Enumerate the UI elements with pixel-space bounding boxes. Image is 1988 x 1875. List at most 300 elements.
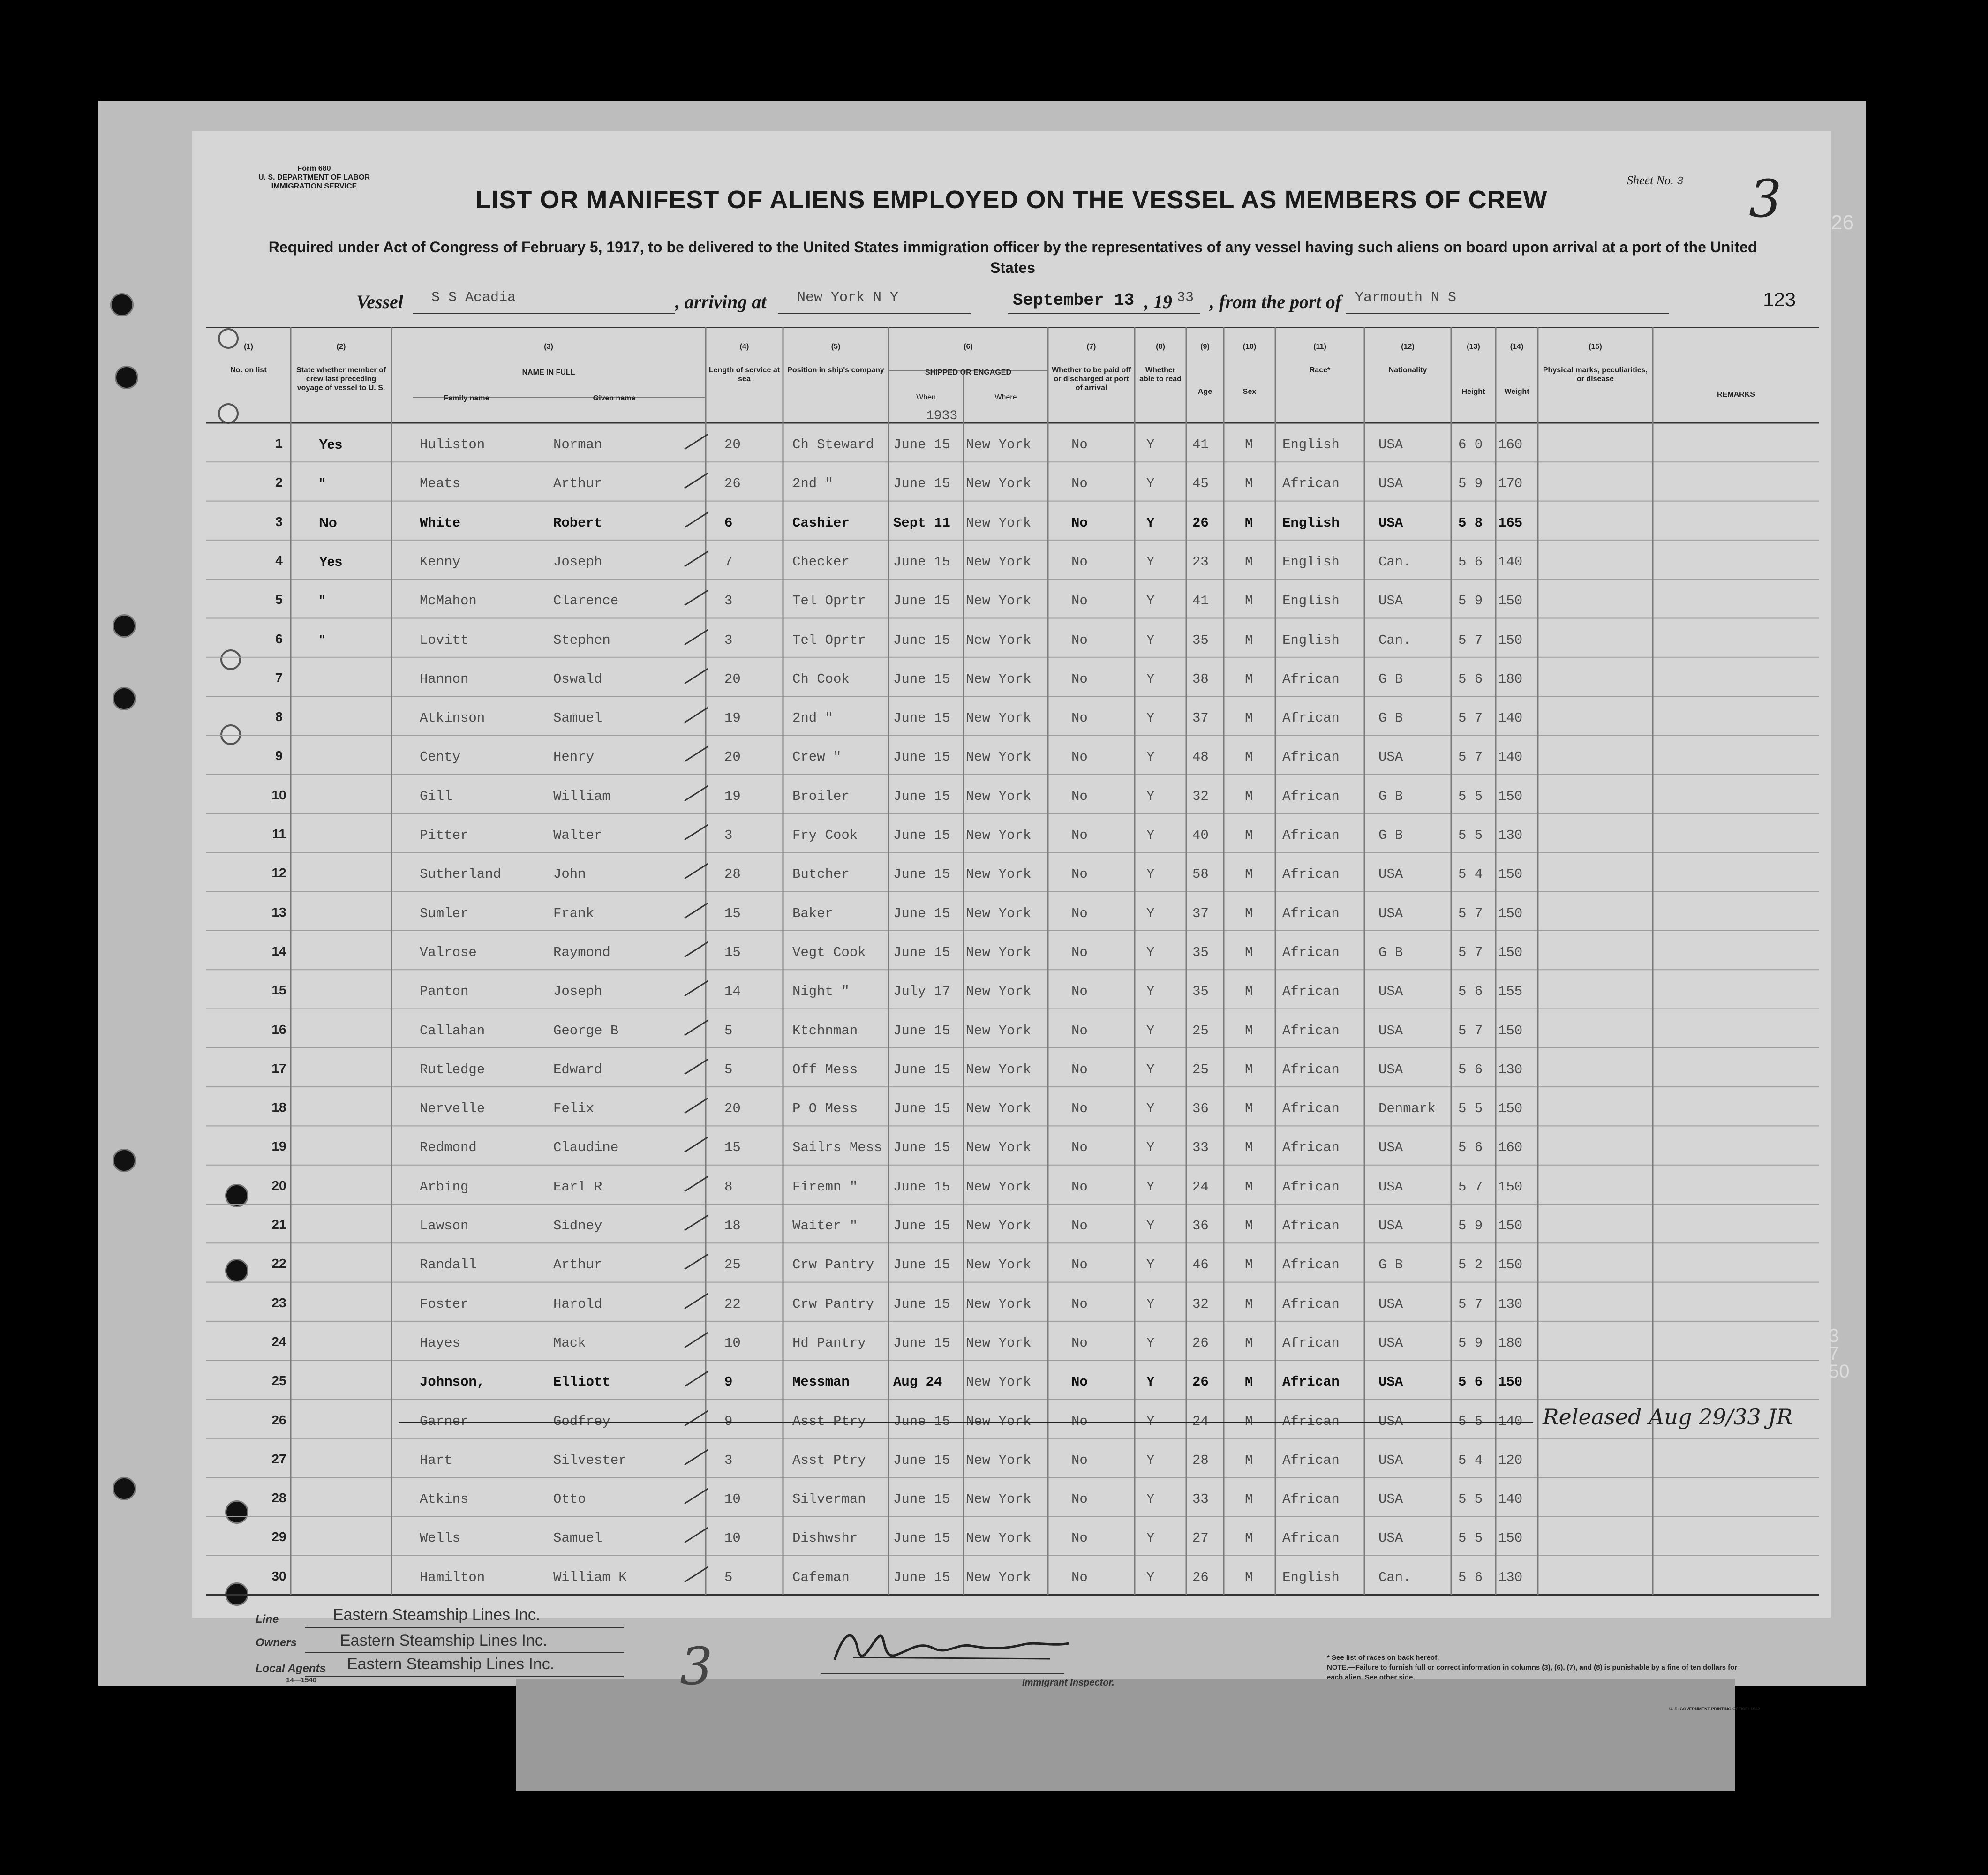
- position: Tel Oprtr: [792, 593, 866, 609]
- row-number: 4: [275, 553, 283, 568]
- family-name: Atkins: [420, 1491, 469, 1507]
- paid-off: No: [1071, 749, 1088, 765]
- age: 37: [1192, 710, 1209, 726]
- service-length: 9: [724, 1413, 733, 1429]
- given-name: Claudine: [553, 1140, 619, 1156]
- sheet-typed: 3: [1677, 175, 1684, 188]
- position: Crew ": [792, 749, 842, 765]
- column-number: (3): [544, 343, 553, 351]
- row-number: 14: [271, 943, 286, 958]
- shipped-where: New York: [966, 984, 1032, 1000]
- race: African: [1282, 1257, 1340, 1273]
- position: Ch Steward: [792, 437, 874, 452]
- nationality: USA: [1378, 1335, 1403, 1351]
- shipped-where: New York: [966, 710, 1032, 726]
- position: Ktchnman: [792, 1023, 858, 1039]
- race: African: [1282, 905, 1340, 921]
- line-rule: [305, 1627, 624, 1628]
- height: 5 4: [1458, 866, 1483, 882]
- column-number: (13): [1467, 343, 1480, 351]
- weight: 150: [1498, 1218, 1523, 1234]
- able-to-read: Y: [1146, 1374, 1155, 1390]
- height: 5 2: [1458, 1257, 1483, 1273]
- weight: 150: [1498, 866, 1523, 882]
- paid-off: No: [1071, 593, 1088, 609]
- weight: 160: [1498, 437, 1523, 452]
- shipped-where: New York: [966, 554, 1032, 570]
- race: English: [1282, 632, 1340, 648]
- arriving-rule: [778, 313, 971, 314]
- shipped-where: New York: [966, 1413, 1032, 1429]
- given-name: Raymond: [553, 944, 610, 960]
- weight: 130: [1498, 1569, 1523, 1585]
- agents-rule: [305, 1676, 624, 1677]
- shipped-where: New York: [966, 1257, 1032, 1273]
- family-name: Hamilton: [420, 1569, 485, 1585]
- page-title: LIST OR MANIFEST OF ALIENS EMPLOYED ON THE VESSEL AS MEMBERS OF CREW: [475, 186, 1548, 214]
- column-header: Nationality: [1388, 366, 1427, 374]
- age: 48: [1192, 749, 1209, 765]
- punch-hole: [113, 687, 136, 710]
- family-name: Redmond: [420, 1140, 477, 1156]
- service-length: 15: [724, 1140, 741, 1156]
- given-name: Mack: [553, 1335, 586, 1351]
- race: African: [1282, 1374, 1340, 1390]
- shipped-when: June 15: [893, 1413, 950, 1429]
- position: Cafeman: [792, 1569, 850, 1585]
- column-number: (4): [739, 343, 749, 351]
- punch-hole: [113, 1149, 136, 1172]
- shipped-where: New York: [966, 671, 1032, 687]
- position: Fry Cook: [792, 828, 858, 843]
- able-to-read: Y: [1146, 1335, 1155, 1351]
- sex: M: [1245, 944, 1253, 960]
- row-number: 1: [275, 436, 283, 451]
- paid-off: No: [1071, 1530, 1088, 1546]
- weight: 150: [1498, 593, 1523, 609]
- position: Crw Pantry: [792, 1257, 874, 1273]
- shipped-when: June 15: [893, 476, 950, 492]
- row-number: 3: [275, 514, 283, 529]
- age: 46: [1192, 1257, 1209, 1273]
- weight: 140: [1498, 554, 1523, 570]
- shipped-where: New York: [966, 1491, 1032, 1507]
- able-to-read: Y: [1146, 710, 1155, 726]
- sex: M: [1245, 749, 1253, 765]
- able-to-read: Y: [1146, 749, 1155, 765]
- column-header: Sex: [1242, 388, 1257, 396]
- race: African: [1282, 671, 1340, 687]
- position: Hd Pantry: [792, 1335, 866, 1351]
- check-mark: [682, 1055, 710, 1079]
- where-header: Where: [994, 393, 1017, 401]
- position: Sailrs Mess: [792, 1140, 882, 1156]
- height: 5 9: [1458, 1218, 1483, 1234]
- height: 5 7: [1458, 749, 1483, 765]
- height: 5 6: [1458, 1569, 1483, 1585]
- position: Asst Ptry: [792, 1413, 866, 1429]
- row-number: 11: [272, 827, 286, 841]
- race: African: [1282, 1140, 1340, 1156]
- shipped-where: New York: [966, 944, 1032, 960]
- sex: M: [1245, 593, 1253, 609]
- nationality: USA: [1378, 1530, 1403, 1546]
- punch-hole: [115, 366, 138, 389]
- shipped-when: June 15: [893, 905, 950, 921]
- age: 26: [1192, 1335, 1209, 1351]
- sex: M: [1245, 1569, 1253, 1585]
- row-number: 6: [275, 631, 283, 646]
- age: 40: [1192, 828, 1209, 843]
- sex: M: [1245, 1257, 1253, 1273]
- service-length: 3: [724, 828, 733, 843]
- service-length: 26: [724, 476, 741, 492]
- service-length: 10: [724, 1491, 741, 1507]
- age: 24: [1192, 1413, 1209, 1429]
- able-to-read: Y: [1146, 1296, 1155, 1312]
- line-label: Line: [256, 1613, 279, 1626]
- race: African: [1282, 1335, 1340, 1351]
- weight: 150: [1498, 1023, 1523, 1039]
- sex: M: [1245, 1452, 1253, 1468]
- shipped-when: June 15: [893, 1491, 950, 1507]
- given-name: Samuel: [553, 1530, 602, 1546]
- shipped-when: June 15: [893, 1530, 950, 1546]
- column-number: (9): [1200, 343, 1210, 351]
- paid-off: No: [1071, 828, 1088, 843]
- check-mark: [682, 1524, 710, 1547]
- year-note: 1933: [926, 409, 958, 423]
- sex: M: [1245, 1296, 1253, 1312]
- given-name: George B: [553, 1023, 619, 1039]
- age: 25: [1192, 1023, 1209, 1039]
- check-mark: [682, 1368, 710, 1391]
- nationality: USA: [1378, 1023, 1403, 1039]
- sex: M: [1245, 554, 1253, 570]
- nationality: USA: [1378, 749, 1403, 765]
- service-length: 5: [724, 1569, 733, 1585]
- weight: 160: [1498, 1140, 1523, 1156]
- sex: M: [1245, 1374, 1253, 1390]
- given-name: Robert: [553, 515, 602, 531]
- agents-label: Local Agents: [256, 1662, 326, 1675]
- sex: M: [1245, 1023, 1253, 1039]
- column-header: No. on list: [230, 366, 267, 374]
- given-name: Elliott: [553, 1374, 610, 1390]
- given-name: Joseph: [553, 984, 602, 1000]
- column-header: SHIPPED OR ENGAGED: [925, 369, 1012, 377]
- family-name: Centy: [420, 749, 461, 765]
- race: African: [1282, 749, 1340, 765]
- from-label: , from the port of: [1210, 291, 1342, 312]
- row-number: 24: [271, 1334, 286, 1349]
- vessel-name: S S Acadia: [431, 290, 516, 306]
- weight: 120: [1498, 1452, 1523, 1468]
- shipped-when: June 15: [893, 1296, 950, 1312]
- row-number: 8: [275, 709, 283, 724]
- weight: 165: [1498, 515, 1523, 531]
- row-number: 20: [271, 1178, 286, 1193]
- sex: M: [1245, 984, 1253, 1000]
- agents-code: 14—1540: [286, 1676, 317, 1684]
- paid-off: No: [1071, 671, 1088, 687]
- given-name: Sidney: [553, 1218, 602, 1234]
- row-number: 15: [271, 983, 286, 998]
- service-length: 5: [724, 1023, 733, 1039]
- row-number: 18: [271, 1100, 286, 1115]
- paid-off: No: [1071, 1335, 1088, 1351]
- given-name: Clarence: [553, 593, 619, 609]
- paid-off: No: [1071, 1296, 1088, 1312]
- column-number: (6): [964, 343, 973, 351]
- shipped-where: New York: [966, 515, 1032, 531]
- service-length: 3: [724, 632, 733, 648]
- column-header: Whether able to read: [1139, 366, 1182, 383]
- prev-voyage: Yes: [319, 437, 342, 452]
- service-length: 3: [724, 1452, 733, 1468]
- weight: 150: [1498, 1530, 1523, 1546]
- position: Ch Cook: [792, 671, 850, 687]
- position: Silverman: [792, 1491, 866, 1507]
- given-name: Norman: [553, 437, 602, 452]
- family-name: Pitter: [420, 828, 469, 843]
- paid-off: No: [1071, 1023, 1088, 1039]
- row-number: 21: [271, 1217, 286, 1232]
- race: African: [1282, 1218, 1340, 1234]
- able-to-read: Y: [1146, 671, 1155, 687]
- height: 5 7: [1458, 1023, 1483, 1039]
- paid-off: No: [1071, 905, 1088, 921]
- age: 25: [1192, 1062, 1209, 1077]
- row-number: 22: [271, 1256, 286, 1271]
- position: Baker: [792, 905, 834, 921]
- age: 58: [1192, 866, 1209, 882]
- race: African: [1282, 788, 1340, 804]
- shipped-where: New York: [966, 749, 1032, 765]
- inspector-label: Immigrant Inspector.: [1022, 1678, 1114, 1688]
- column-number: (11): [1313, 343, 1326, 351]
- shipped-when: June 15: [893, 866, 950, 882]
- shipped-when: Sept 11: [893, 515, 950, 531]
- check-mark: [682, 1017, 710, 1040]
- height: 5 5: [1458, 1413, 1483, 1429]
- column-header: Whether to be paid off or discharged at port of arrival: [1052, 366, 1131, 392]
- arriving-port: New York N Y: [797, 290, 899, 306]
- shipped-where: New York: [966, 866, 1032, 882]
- able-to-read: Y: [1146, 866, 1155, 882]
- shipped-when: June 15: [893, 437, 950, 452]
- able-to-read: Y: [1146, 1140, 1155, 1156]
- family-name: Lovitt: [420, 632, 469, 648]
- row-number: 19: [271, 1139, 286, 1154]
- shipped-where: New York: [966, 1452, 1032, 1468]
- sex: M: [1245, 1530, 1253, 1546]
- shipped-where: New York: [966, 1179, 1032, 1195]
- shipped-where: New York: [966, 1530, 1032, 1546]
- sex: M: [1245, 1101, 1253, 1117]
- shipped-when: June 15: [893, 1569, 950, 1585]
- column-number: (7): [1086, 343, 1096, 351]
- nationality: USA: [1378, 1452, 1403, 1468]
- check-mark: [682, 548, 710, 571]
- row-number: 25: [271, 1373, 286, 1388]
- able-to-read: Y: [1146, 593, 1155, 609]
- service-length: 20: [724, 437, 741, 452]
- shipped-when: June 15: [893, 710, 950, 726]
- service-length: 25: [724, 1257, 741, 1273]
- shipped-when: June 15: [893, 1452, 950, 1468]
- height: 5 6: [1458, 1140, 1483, 1156]
- column-header: Race*: [1309, 366, 1331, 374]
- margin-mark: 50: [1829, 1361, 1850, 1382]
- position: Messman: [792, 1374, 850, 1390]
- paid-off: No: [1071, 1062, 1088, 1077]
- service-length: 15: [724, 905, 741, 921]
- nationality: USA: [1378, 1374, 1403, 1390]
- strike-line: [399, 1422, 1533, 1423]
- height: 5 5: [1458, 828, 1483, 843]
- able-to-read: Y: [1146, 1218, 1155, 1234]
- race: African: [1282, 1413, 1340, 1429]
- printer-mark: U. S. GOVERNMENT PRINTING OFFICE: 1932: [1669, 1707, 1760, 1711]
- age: 35: [1192, 944, 1209, 960]
- paid-off: No: [1071, 866, 1088, 882]
- weight: 140: [1498, 1413, 1523, 1429]
- nationality: G B: [1378, 828, 1403, 843]
- shipped-where: New York: [966, 905, 1032, 921]
- penalty-footnote: NOTE.—Failure to furnish full or correct information in columns (3), (6), (7), and (8) is punishable by a fine of ten dollars for each alien. See other side.: [1327, 1664, 1738, 1681]
- weight: 150: [1498, 944, 1523, 960]
- able-to-read: Y: [1146, 1179, 1155, 1195]
- shipped-where: New York: [966, 632, 1032, 648]
- shipped-where: New York: [966, 1101, 1032, 1117]
- shipped-where: New York: [966, 593, 1032, 609]
- position: Tel Oprtr: [792, 632, 866, 648]
- prev-voyage: ": [319, 476, 325, 491]
- arrival-date: September 13: [1013, 291, 1135, 310]
- height: 5 7: [1458, 905, 1483, 921]
- family-name: White: [420, 515, 461, 531]
- check-mark: [682, 1250, 710, 1274]
- position: Crw Pantry: [792, 1296, 874, 1312]
- height: 5 7: [1458, 1179, 1483, 1195]
- shipped-when: June 15: [893, 1335, 950, 1351]
- position: Butcher: [792, 866, 850, 882]
- shipped-where: New York: [966, 788, 1032, 804]
- family-name: Atkinson: [420, 710, 485, 726]
- row-number: 23: [271, 1295, 286, 1310]
- family-name: Callahan: [420, 1023, 485, 1039]
- able-to-read: Y: [1146, 1530, 1155, 1546]
- nationality: Can.: [1378, 554, 1411, 570]
- shipped-where: New York: [966, 1140, 1032, 1156]
- row-number: 17: [271, 1061, 286, 1076]
- family-name: Garner: [420, 1413, 469, 1429]
- shipped-when: June 15: [893, 1257, 950, 1273]
- weight: 150: [1498, 1257, 1523, 1273]
- row-number: 30: [271, 1568, 286, 1583]
- vessel-label: Vessel: [356, 291, 403, 312]
- service-length: 20: [724, 671, 741, 687]
- column-header: Age: [1197, 388, 1212, 396]
- family-name-header: Family name: [444, 394, 489, 402]
- height: 5 5: [1458, 1101, 1483, 1117]
- shipped-where: New York: [966, 1062, 1032, 1077]
- weight: 150: [1498, 788, 1523, 804]
- position: Night ": [792, 984, 850, 1000]
- check-mark: [682, 938, 710, 962]
- nationality: Can.: [1378, 1569, 1411, 1585]
- position: 2nd ": [792, 476, 834, 492]
- paid-off: No: [1071, 515, 1088, 531]
- year-suffix: 33: [1177, 290, 1194, 306]
- release-remark: Released Aug 29/33 JR: [1543, 1404, 1793, 1430]
- family-name: Nervelle: [420, 1101, 485, 1117]
- paid-off: No: [1071, 476, 1088, 492]
- sex: M: [1245, 671, 1253, 687]
- position: Asst Ptry: [792, 1452, 866, 1468]
- family-name: Wells: [420, 1530, 461, 1546]
- age: 41: [1192, 593, 1209, 609]
- family-name: Huliston: [420, 437, 485, 452]
- weight: 140: [1498, 1491, 1523, 1507]
- service-length: 20: [724, 1101, 741, 1117]
- nationality: USA: [1378, 515, 1403, 531]
- check-mark: [682, 1173, 710, 1196]
- inspector-signature: [825, 1622, 1078, 1674]
- paid-off: No: [1071, 1569, 1088, 1585]
- family-name: Sutherland: [420, 866, 502, 882]
- position: Vegt Cook: [792, 944, 866, 960]
- age: 26: [1192, 515, 1209, 531]
- position: Dishwshr: [792, 1530, 858, 1546]
- height: 5 7: [1458, 944, 1483, 960]
- able-to-read: Y: [1146, 828, 1155, 843]
- age: 33: [1192, 1140, 1209, 1156]
- shipped-where: New York: [966, 1374, 1032, 1390]
- paid-off: No: [1071, 1491, 1088, 1507]
- sheet-label: Sheet No.: [1627, 173, 1674, 187]
- paid-off: No: [1071, 944, 1088, 960]
- family-name: Sumler: [420, 905, 469, 921]
- column-number: (8): [1156, 343, 1165, 351]
- race: African: [1282, 1062, 1340, 1077]
- margin-number: 26: [1831, 211, 1854, 234]
- sex: M: [1245, 1413, 1253, 1429]
- able-to-read: Y: [1146, 1452, 1155, 1468]
- paid-off: No: [1071, 1374, 1088, 1390]
- paid-off: No: [1071, 1452, 1088, 1468]
- family-name: Arbing: [420, 1179, 469, 1195]
- nationality: G B: [1378, 944, 1403, 960]
- weight: 150: [1498, 1179, 1523, 1195]
- given-name: Edward: [553, 1062, 602, 1077]
- family-name: Rutledge: [420, 1062, 485, 1077]
- vessel-rule: [413, 313, 675, 314]
- shipped-when: June 15: [893, 1218, 950, 1234]
- age: 36: [1192, 1218, 1209, 1234]
- age: 24: [1192, 1179, 1209, 1195]
- race: English: [1282, 515, 1340, 531]
- shipped-when: June 15: [893, 1140, 950, 1156]
- shipped-where: New York: [966, 828, 1032, 843]
- check-mark: [682, 1329, 710, 1352]
- age: 35: [1192, 632, 1209, 648]
- shipped-when: June 15: [893, 632, 950, 648]
- family-name: Panton: [420, 984, 469, 1000]
- service-length: 28: [724, 866, 741, 882]
- shipped-where: New York: [966, 1296, 1032, 1312]
